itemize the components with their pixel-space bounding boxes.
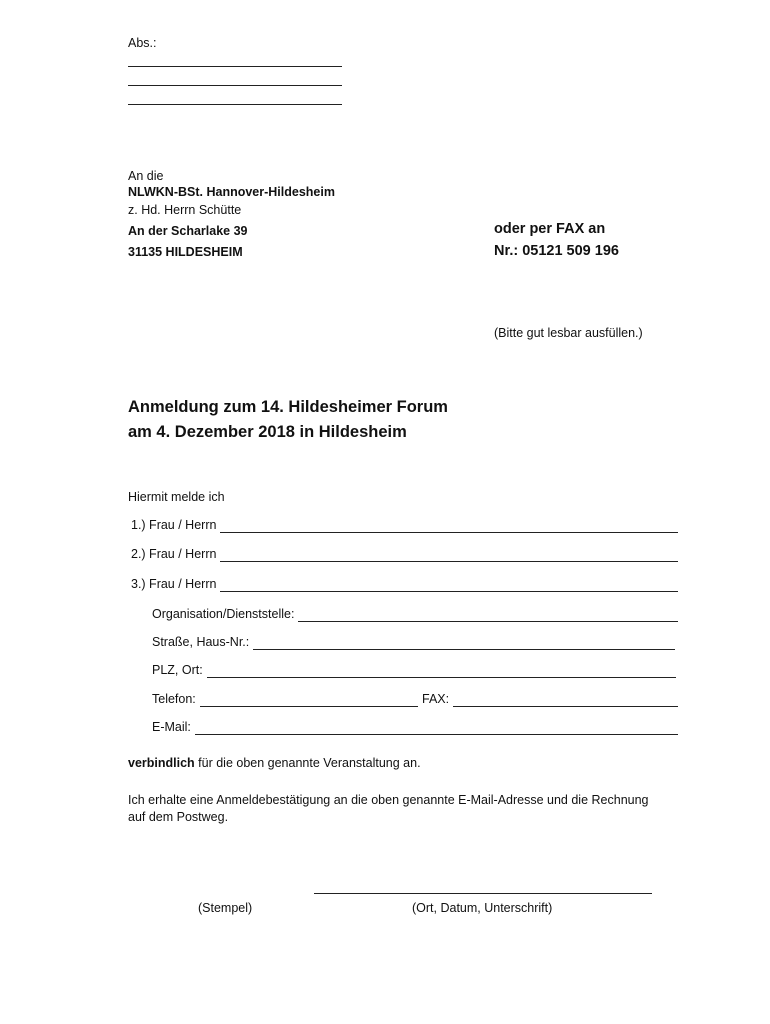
fax-line-1: oder per FAX an xyxy=(494,221,606,237)
person-row-2 xyxy=(131,547,678,562)
email-row xyxy=(152,720,678,735)
org-label: Organisation/Dienststelle: xyxy=(152,607,295,621)
fax-label: FAX: xyxy=(422,692,450,706)
fax-field[interactable] xyxy=(453,695,678,707)
person-field-2[interactable] xyxy=(220,550,678,562)
plz-field[interactable] xyxy=(207,666,676,678)
sender-line-3[interactable] xyxy=(128,104,342,105)
recipient-attn: z. Hd. Herrn Schütte xyxy=(128,203,242,217)
street-field[interactable] xyxy=(253,638,675,650)
phone-row xyxy=(152,692,418,707)
binding-rest: für die oben genannte Veranstaltung an. xyxy=(194,756,421,770)
signature-line[interactable] xyxy=(314,893,652,894)
recipient-an-die: An die xyxy=(128,169,164,183)
stamp-label: (Stempel) xyxy=(198,901,253,915)
recipient-street: An der Scharlake 39 xyxy=(128,224,248,238)
recipient-city: 31135 HILDESHEIM xyxy=(128,245,243,259)
sender-label: Abs.: xyxy=(128,36,157,50)
org-row xyxy=(152,607,678,622)
email-label: E-Mail: xyxy=(152,720,191,734)
form-title-line-2: am 4. Dezember 2018 in Hildesheim xyxy=(128,423,407,441)
phone-field[interactable] xyxy=(200,695,418,707)
confirmation-line-2: auf dem Postweg. xyxy=(128,810,229,824)
legibility-note: (Bitte gut lesbar ausfüllen.) xyxy=(494,326,643,340)
binding-statement xyxy=(128,756,421,771)
fax-row xyxy=(422,692,678,707)
person-label-2: 2.) Frau / Herrn xyxy=(131,547,217,561)
sender-line-2[interactable] xyxy=(128,85,342,86)
sender-line-1[interactable] xyxy=(128,66,342,67)
intro-text: Hiermit melde ich xyxy=(128,490,225,504)
confirmation-line-1: Ich erhalte eine Anmeldebestätigung an die oben genannte E-Mail-Adresse und die Rechnung xyxy=(128,793,649,807)
email-field[interactable] xyxy=(195,723,678,735)
person-row-3 xyxy=(131,577,678,592)
person-row-1 xyxy=(131,518,678,533)
street-row xyxy=(152,635,675,650)
plz-label: PLZ, Ort: xyxy=(152,663,203,677)
signature-label: (Ort, Datum, Unterschrift) xyxy=(412,901,553,915)
person-field-3[interactable] xyxy=(220,580,678,592)
person-field-1[interactable] xyxy=(220,521,678,533)
person-label-3: 3.) Frau / Herrn xyxy=(131,577,217,591)
person-label-1: 1.) Frau / Herrn xyxy=(131,518,217,532)
org-field[interactable] xyxy=(298,610,678,622)
recipient-org: NLWKN-BSt. Hannover-Hildesheim xyxy=(128,185,335,199)
form-title-line-1: Anmeldung zum 14. Hildesheimer Forum xyxy=(128,398,448,416)
phone-label: Telefon: xyxy=(152,692,196,706)
street-label: Straße, Haus-Nr.: xyxy=(152,635,250,649)
plz-row xyxy=(152,663,676,678)
binding-bold: verbindlich xyxy=(128,756,195,770)
fax-number: Nr.: 05121 509 196 xyxy=(494,243,619,259)
